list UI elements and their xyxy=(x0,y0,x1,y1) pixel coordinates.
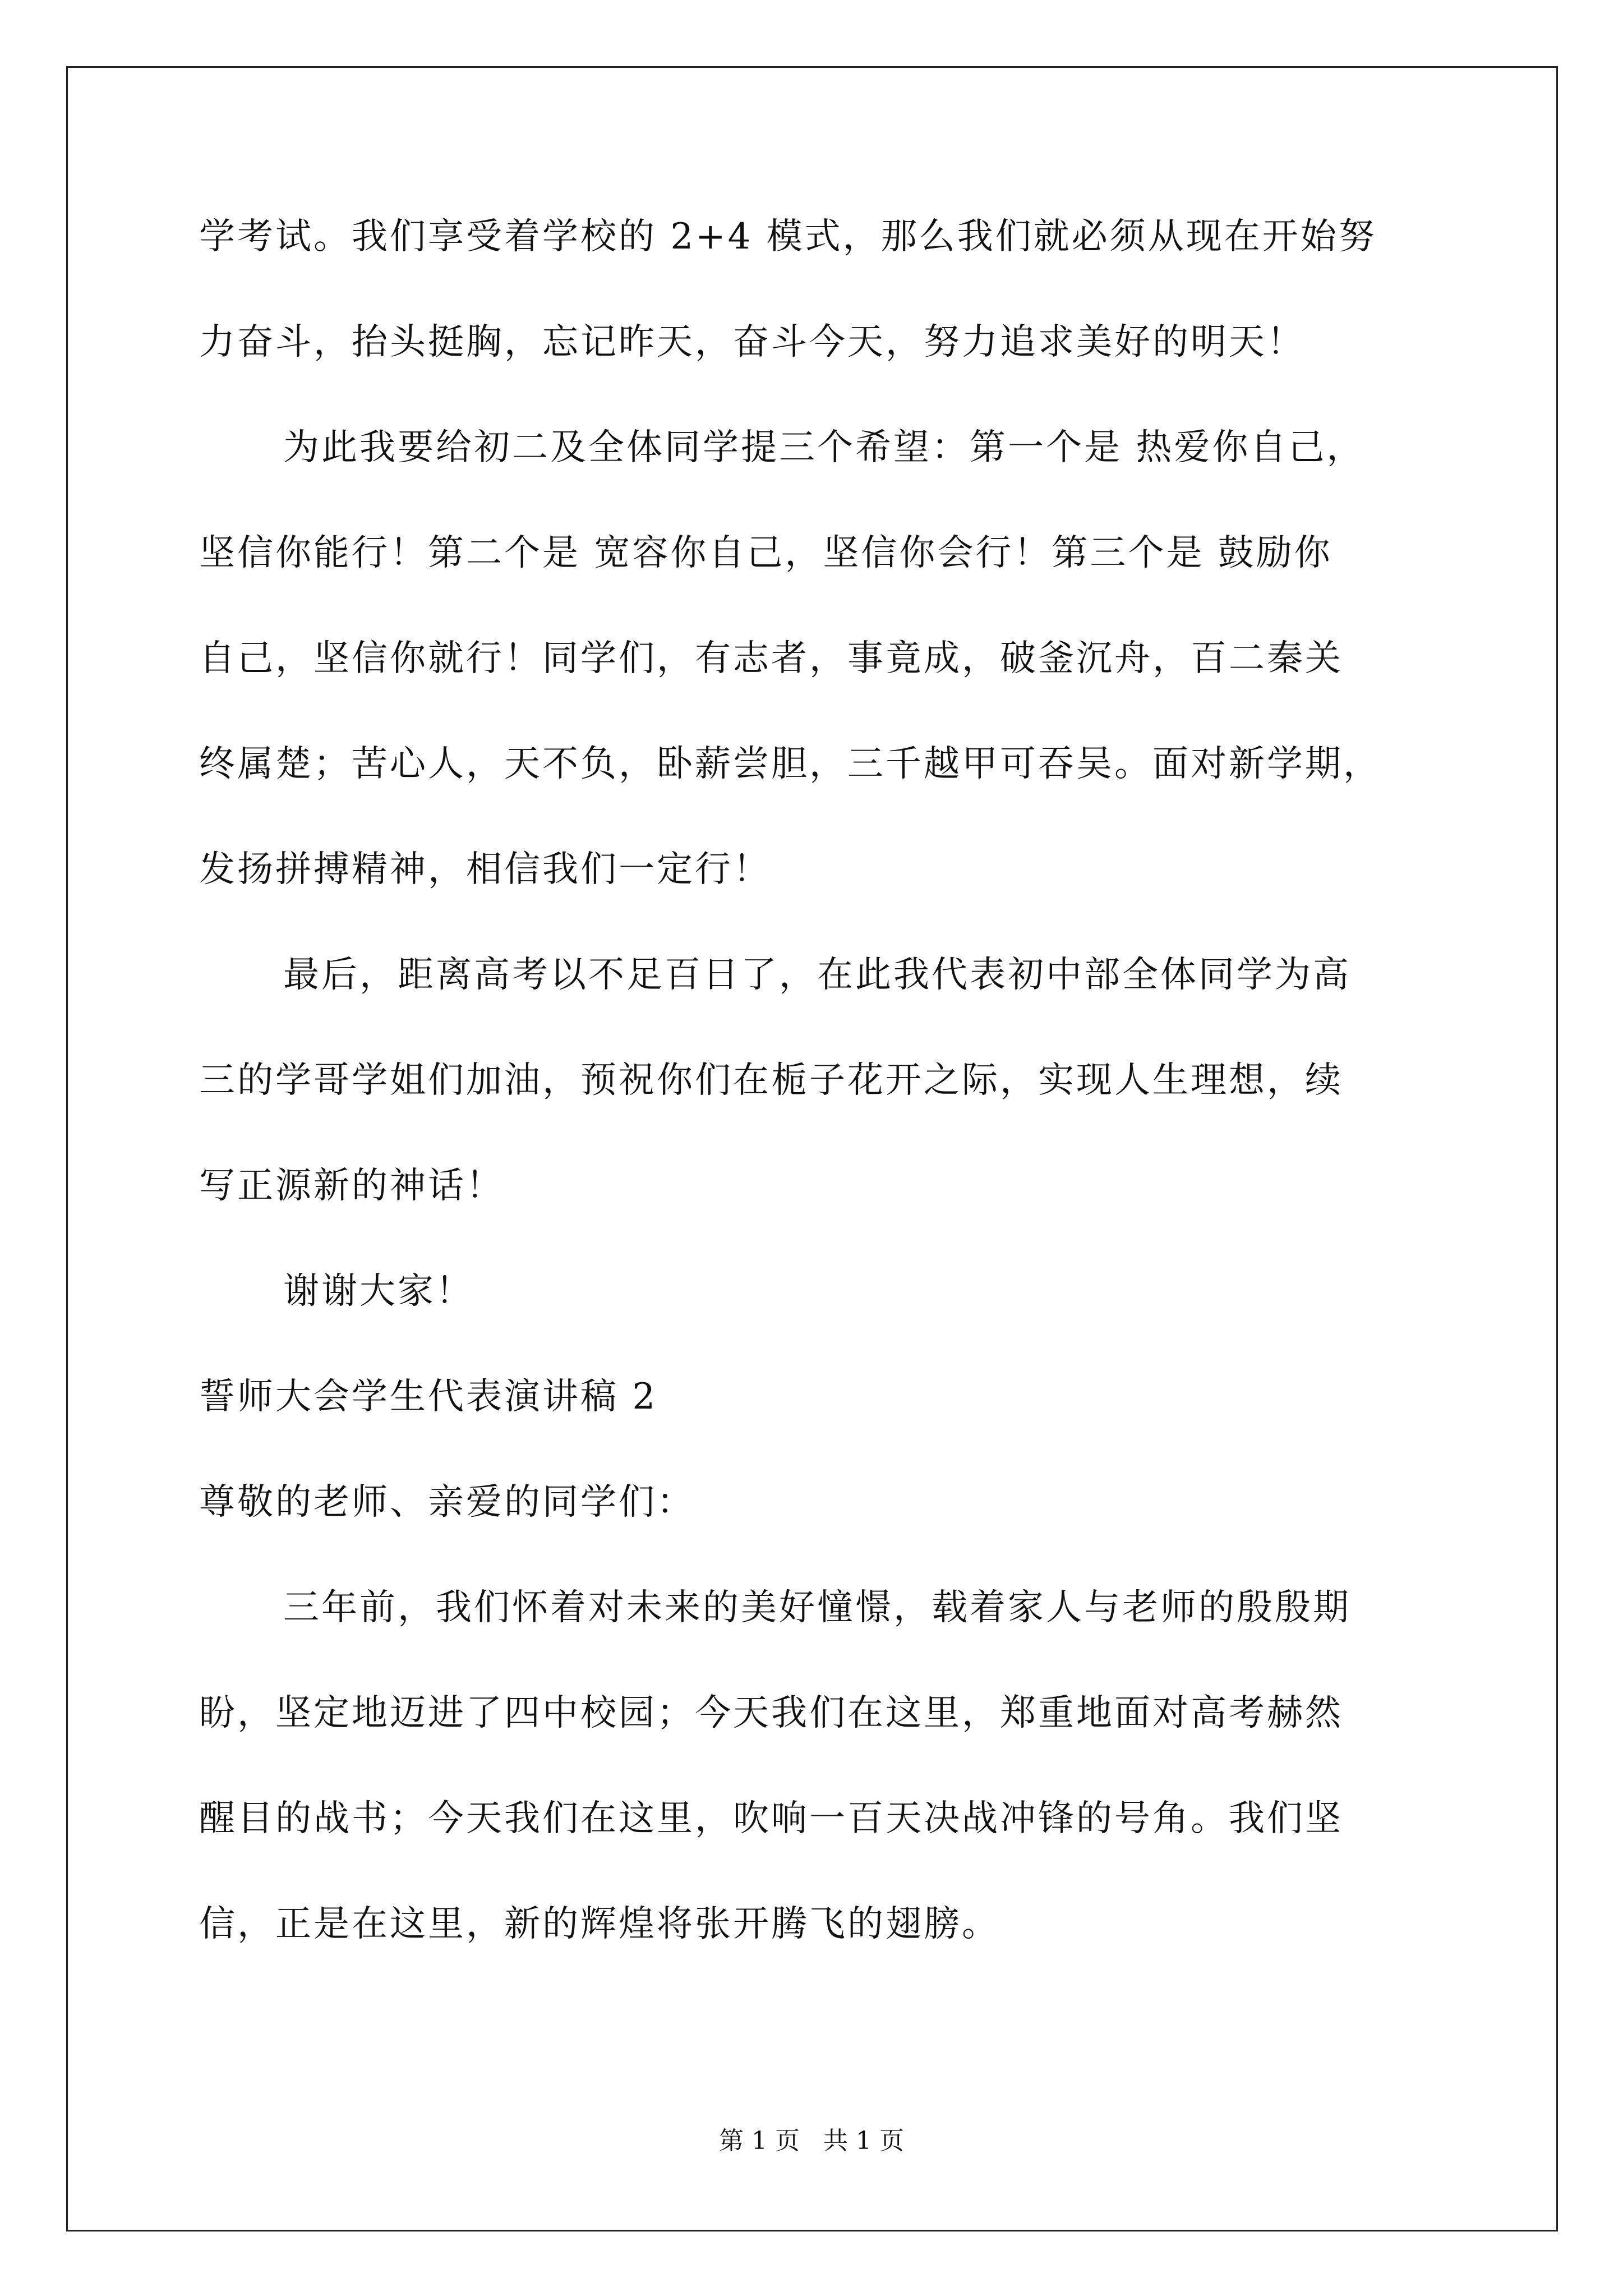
body-line: 三的学哥学姐们加油，预祝你们在栀子花开之际，实现人生理想，续 xyxy=(199,1060,1343,1101)
body-line: 为此我要给初二及全体同学提三个希望：第一个是 热爱你自己， xyxy=(283,427,1365,468)
body-line: 三年前，我们怀着对未来的美好憧憬，载着家人与老师的殷殷期 xyxy=(283,1587,1351,1628)
body-line: 终属楚；苦心人，天不负，卧薪尝胆，三千越甲可吞吴。面对新学期， xyxy=(199,743,1381,785)
body-line: 盼，坚定地迈进了四中校园；今天我们在这里，郑重地面对高考赫然 xyxy=(199,1692,1343,1734)
body-line: 最后，距离高考以不足百日了，在此我代表初中部全体同学为高 xyxy=(283,954,1351,996)
body-line: 坚信你能行！第二个是 宽容你自己，坚信你会行！第三个是 鼓励你 xyxy=(199,532,1332,574)
body-line: 谢谢大家！ xyxy=(283,1271,474,1312)
body-line: 醒目的战书；今天我们在这里，吹响一百天决战冲锋的号角。我们坚 xyxy=(199,1798,1343,1839)
body-line: 写正源新的神话！ xyxy=(199,1165,504,1207)
body-line: 力奋斗，抬头挺胸，忘记昨天，奋斗今天，努力追求美好的明天！ xyxy=(199,321,1305,363)
body-line: 发扬拼搏精神，相信我们一定行！ xyxy=(199,849,771,890)
page-number-footer: 第 1 页 共 1 页 xyxy=(719,2127,904,2155)
body-line: 信，正是在这里，新的辉煌将张开腾飞的翅膀。 xyxy=(199,1903,1000,1945)
body-line: 自己，坚信你就行！同学们，有志者，事竟成，破釜沉舟，百二秦关 xyxy=(199,638,1343,679)
salutation: 尊敬的老师、亲爱的同学们： xyxy=(199,1481,695,1523)
section-heading: 誓师大会学生代表演讲稿 2 xyxy=(199,1376,658,1418)
body-line: 学考试。我们享受着学校的 2+4 模式，那么我们就必须从现在开始努 xyxy=(199,216,1377,257)
